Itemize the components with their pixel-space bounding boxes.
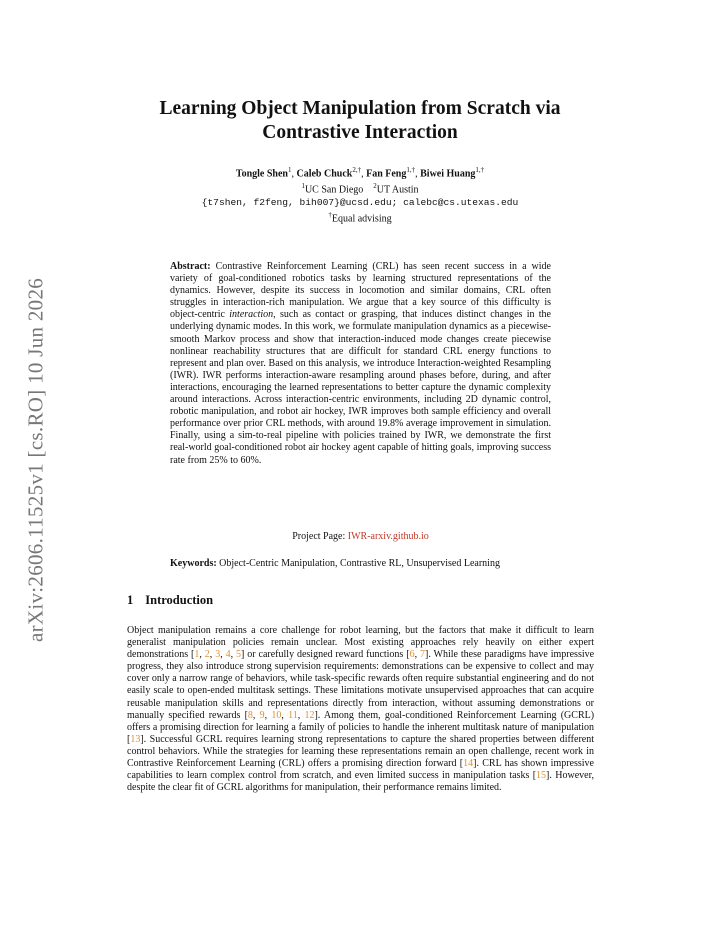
paper-title	[120, 97, 600, 145]
equal-advising-note: †Equal advising	[328, 210, 392, 224]
intro-text: ,	[414, 649, 420, 661]
affiliations: $^1$UC San Diego $^2$UT Austin	[301, 182, 419, 196]
introduction-paragraph	[127, 625, 594, 794]
author-list: Tongle Shen$^1$, Caleb Chuck$^{2,\dagger}$, Fan Feng$^{1,\dagger}$, Biwei Huang$^{1,\dagger}$	[235, 166, 485, 180]
abstract-emphasis: interaction	[229, 309, 274, 321]
intro-text: ,	[220, 649, 226, 661]
intro-text: ,	[252, 709, 260, 721]
keywords-label: Keywords:	[170, 558, 217, 569]
citation-link[interactable]: 2	[204, 649, 210, 661]
citation-link[interactable]: 1	[194, 649, 200, 661]
intro-text: Object manipulation remains a core challenge for robot learning, but the factors that make it difficult to learn generalist manipulation policies remain unclear. Most existing approaches rely heavily on either expert demonstrations [	[127, 625, 594, 661]
citation-link[interactable]: 15	[536, 770, 547, 782]
affiliation-ucsd: UC San Diego	[304, 184, 364, 196]
project-page-label: Project Page:	[292, 531, 346, 542]
title-line-2: Contrastive Interaction	[262, 122, 458, 143]
intro-text: ] or carefully designed reward functions [	[241, 649, 410, 661]
author-emails: {t7shen, f2feng, bih007}@ucsd.edu; calebc@cs.utexas.edu	[201, 196, 519, 208]
author-name: Biwei Huang	[420, 168, 476, 180]
abstract-label: Abstract:	[170, 261, 211, 272]
author-name: Fan Feng	[366, 168, 407, 180]
section-heading	[127, 593, 213, 608]
section-number: 1	[127, 593, 134, 607]
intro-text: ,	[297, 709, 305, 721]
citation-link[interactable]: 5	[236, 649, 242, 661]
intro-text: ,	[281, 709, 289, 721]
author-block	[120, 164, 600, 225]
intro-text: ]. CRL has shown impressive capabilities to learn complex control from scratch, and even limited success in manipulation tasks [	[127, 758, 594, 782]
abstract-text: , such as contact or grasping, that induces distinct changes in the underlying dynamic modes. In this work, we formulate manipulation dynamics as a piecewise-smooth Markov process and show that interaction-induced mode changes create piecewise nonlinear reachability structures that are difficult for standard CRL energy functions to represent and plan over. Based on this analysis, we introduce Interaction-weighted Resampling (IWR). IWR performs interaction-aware resampling around phases before, during, and after interactions, encouraging the learned representations to better capture the dynamic complexity around interactions. Across interaction-centric environments, including 2D dynamic control, robotic manipulation, and robot air hockey, IWR improves both sample efficiency and overall performance over prior CRL methods, with around 19.8% average improvement in simulation. Finally, using a sim-to-real pipeline with policies trained by IWR, we demonstrate the first real-world goal-conditioned robot air hockey agent capable of hitting goals, improving success rate from 25% to 60%.	[170, 309, 551, 466]
intro-text: ,	[264, 709, 272, 721]
intro-text: ]. Successful GCRL requires learning strong representations to capture the shared properties between different control behaviors. While the strategies for learning these representations remain an open challenge, recent work in Contrastive Reinforcement Learning (CRL) offers a promising direction forward [	[127, 733, 594, 770]
citation-link[interactable]: 7	[420, 649, 425, 661]
citation-link[interactable]: 11	[288, 709, 298, 721]
section-title: Introduction	[145, 593, 214, 607]
citation-link[interactable]: 4	[225, 649, 231, 661]
arxiv-sidebar	[14, 270, 58, 650]
arxiv-identifier: arXiv:2606.11525v1 [cs.RO] 10 Jun 2026	[23, 277, 48, 643]
citation-link[interactable]: 9	[259, 709, 265, 721]
author-name: Caleb Chuck	[296, 168, 353, 180]
intro-text: ]. While these paradigms have impressive progress, they also introduce strong supervision requirements: demonstrations can be expensive to collect and may cover only a narrow range of behaviors, while task-specific rewards often require substantial engineering and do not easily scale to open-ended multitask settings. These limitations motivate unsupervised approaches that can acquire reusable manipulation skills and representations directly from interaction, without assuming demonstrations or manually specified rewards [	[127, 649, 595, 721]
title-line-1: Learning Object Manipulation from Scratch via	[159, 98, 561, 119]
intro-text: ,	[209, 649, 216, 661]
intro-text: ,	[199, 649, 205, 661]
abstract-text: Contrastive Reinforcement Learning (CRL) has seen recent success in a wide variety of goal-conditioned robotics tasks by learning structured representations of the dynamics. However, despite its success in locomotion and similar domains, CRL often struggles in interaction-rich manipulation. We argue that a key source of this difficulty is object-centric	[170, 261, 551, 321]
citation-link[interactable]: 13	[130, 733, 141, 745]
citation-link[interactable]: 3	[215, 649, 221, 661]
intro-text: ]. Among them, goal-conditioned Reinforcement Learning (GCRL) offers a promising direction for learning a family of policies to handle the inherent multitask nature of manipulation [	[127, 709, 595, 745]
author-name: Tongle Shen	[235, 168, 288, 180]
citation-link[interactable]: 6	[409, 649, 415, 661]
citation-link[interactable]: 8	[247, 709, 253, 721]
citation-link[interactable]: 10	[271, 709, 282, 721]
intro-text: ,	[230, 649, 237, 661]
affiliation-ut-austin: UT Austin	[376, 184, 419, 196]
abstract	[170, 261, 551, 467]
keywords	[170, 558, 551, 569]
project-page-link[interactable]: IWR-arxiv.github.io	[347, 531, 429, 542]
project-page	[170, 531, 551, 542]
intro-text: ]. However, despite the clear fit of GCRL algorithms for manipulation, their performance remains limited.	[127, 770, 594, 794]
citation-link[interactable]: 14	[463, 758, 474, 770]
citation-link[interactable]: 12	[304, 709, 315, 721]
keywords-text: Object-Centric Manipulation, Contrastive RL, Unsupervised Learning	[219, 558, 500, 569]
